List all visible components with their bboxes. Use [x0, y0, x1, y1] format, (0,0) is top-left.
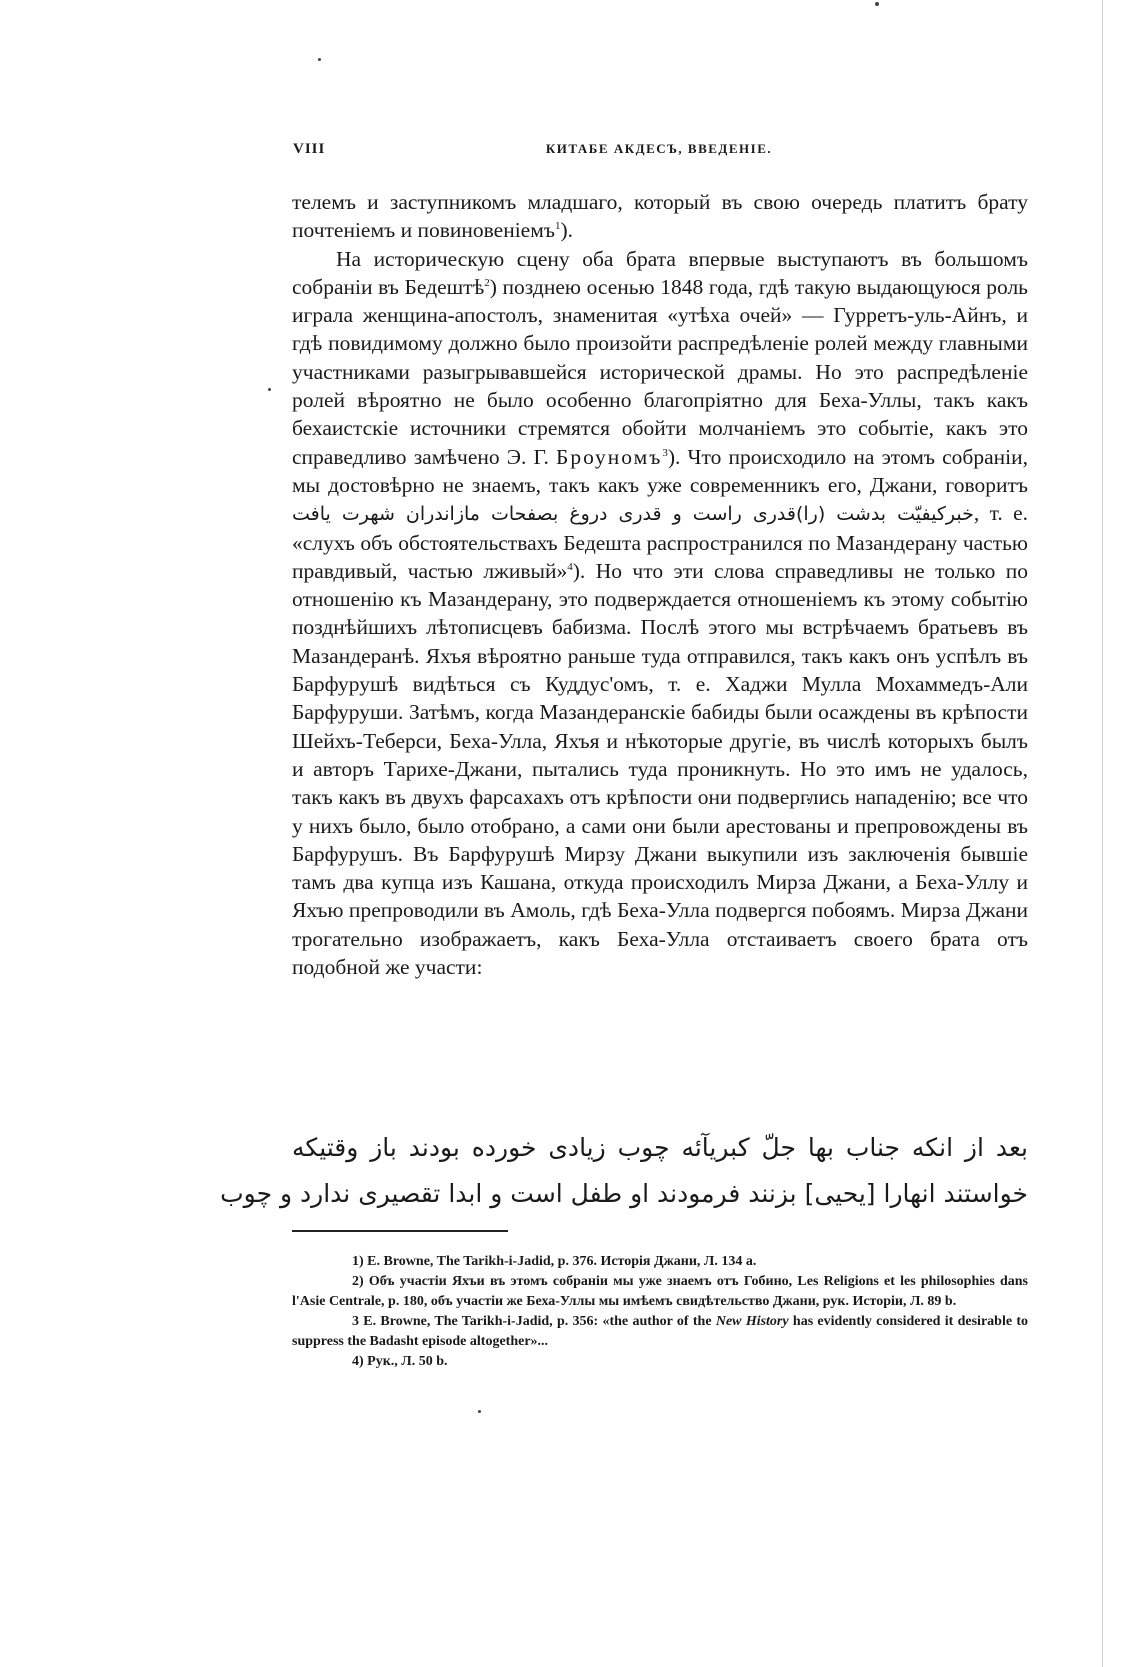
footnote-ref-4: 4 — [567, 560, 573, 573]
scan-speck — [268, 388, 271, 391]
footnote-ref-2: 2 — [484, 276, 490, 289]
persian-inline-quote: خبرکیفیّت بدشت (را)قدری راست و قدری دروغ بصفحات مازاندران شهرت یافت — [292, 503, 974, 526]
quote-line-1: بعد از انکه جناب بها جلّ کبریآئه چوب زیادی خورده بودند باز وقتیکه — [292, 1133, 1028, 1162]
page-number: VIII — [293, 141, 326, 157]
footnote-2: 2) Объ участіи Яхъи въ этомъ собраніи мы уже знаемъ отъ Гобино, Les Religions et les philosophies dans l'Asie Centrale, p. 180, объ участіи же Беха-Уллы мы имѣемъ свидѣтельство Джани, рук. Исторіи, Л. 89 b. — [292, 1274, 1029, 1309]
scan-speck — [318, 58, 321, 61]
footnote-1: 1) E. Browne, The Tarikh-i-Jadid, p. 376. Исторія Джани, Л. 134 a. — [352, 1254, 757, 1269]
footnote-ref-3: 3 — [662, 446, 668, 459]
running-title: КИТАБЕ АКДЕСЪ, ВВЕДЕНІЕ. — [545, 141, 773, 156]
footnotes — [292, 1252, 1028, 1372]
scan-speck — [478, 1410, 481, 1413]
paragraph-1: телемъ и заступникомъ младшаго, который въ свою очередь платитъ брату почтеніемъ и повиновеніемъ$^1$). — [292, 190, 1028, 243]
persian-block-quote — [220, 1125, 1028, 1217]
paragraph-2: На историческую сцену оба брата впервые выступаютъ въ большомъ собраніи въ Бедештѣ$^2$) позднею осенью 1848 года, гдѣ такую выдающуюся роль играла женщина-апостолъ, знаменитая «утѣха очей» — Гурретъ-уль-Айнъ, и гдѣ повидимому должно было произойти распредѣленіе ролей между главными участниками разыгрывавшейся исторической драмы. Но это распредѣленіе ролей вѣроятно не было особенно благопріятно для Беха-Уллы, такъ какъ бехаистскіе источники стремятся обойти молчаніемъ это событіе, какъ это справедливо замѣчено Э. Г. Броуномъ$^3$). Что происходило на этомъ собраніи, мы достовѣрно не знаемъ, такъ какъ уже современникъ его, Джани, говоритъ خبرکیفیّت بدشت (را)قدری راست و قدری دروغ بصفحات مازاندران شهرت یافت, т. е. «слухъ объ обстоятельствахъ Бедешта распространился по Мазандерану частью правдивый, частью лживый»$^4$). Но что эти слова справедливы не только по отношенію къ Мазандерану, это подверждается отношеніемъ къ этому событію позднѣйшихъ лѣтописцевъ бабизма. Послѣ этого мы встрѣчаемъ братьевъ въ Мазандеранѣ. Яхъя вѣроятно раньше туда отправился, такъ какъ онъ успѣлъ въ Барфурушѣ видѣться съ Куддус'омъ, т. е. Хаджи Мулла Мохаммедъ-Али Барфуруши. Затѣмъ, когда Мазандеранскіе бабиды были осаждены въ крѣпости Шейхъ-Теберси, Беха-Улла, Яхъя и нѣкоторые другіе, въ числѣ которыхъ былъ и авторъ Тарихе-Джани, пытались туда проникнуть. Но это имъ не удалось, такъ какъ въ двухъ фарсахахъ отъ крѣпости они подверглись нападенію; все что у нихъ было, было отобрано, а сами они были арестованы и препровождены въ Барфурушъ. Въ Барфурушѣ Мирзу Джани выкупили изъ заключенія бывшіе тамъ два купца изъ Кашана, откуда происходилъ Мирза Джани, а Беха-Уллу и Яхъю препроводили въ Амоль, гдѣ Беха-Улла подвергся побоямъ. Мирза Джани трогательно изображаетъ, какъ Беха-Улла отстаиваетъ своего брата отъ подобной же участи: — [292, 246, 1028, 980]
browne-name: Броуномъ — [555, 444, 663, 469]
quote-line-2: خواستند انهارا [یحیی] بزنند فرمودند او طفل است و ابدا تقصیری ندارد و چوب — [220, 1179, 1028, 1208]
page-header — [293, 141, 1025, 165]
scan-edge-line — [1102, 0, 1103, 1667]
footnote-ref-1: 1 — [554, 220, 561, 233]
scan-speck — [875, 2, 879, 6]
footnote-4: 4) Рук., Л. 50 b. — [352, 1354, 448, 1369]
footnote-3: 3 E. Browne, The Tarikh-i-Jadid, p. 356: «the author of the New History has evidently considered it desirable to suppress the Badasht episode altogether»... — [292, 1314, 1028, 1349]
main-text — [292, 188, 1028, 981]
footnote-separator — [292, 1230, 508, 1232]
